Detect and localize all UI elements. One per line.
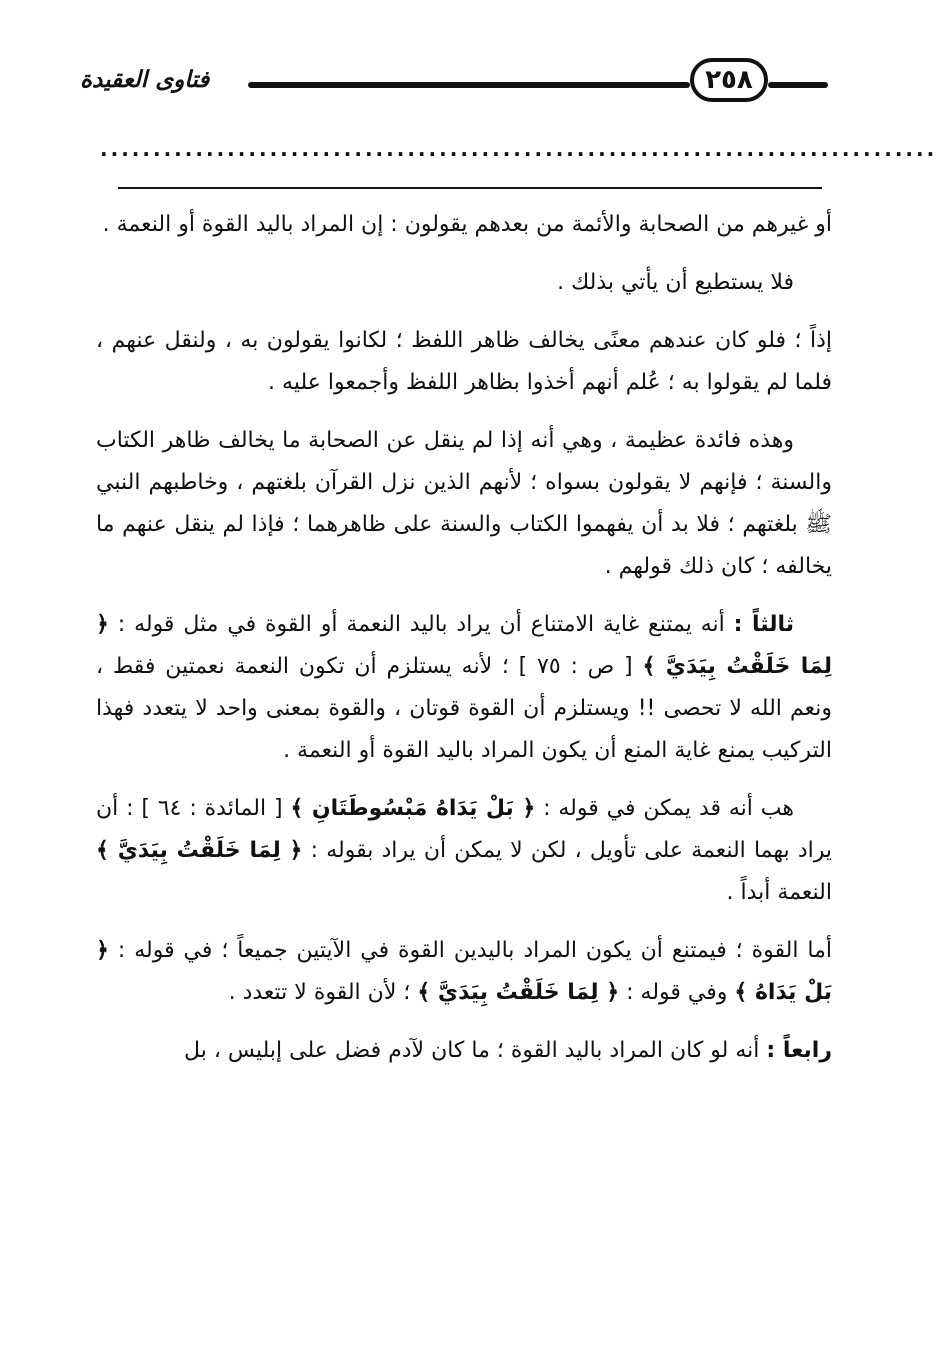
quran-verse: ﴿ بَلْ يَدَاهُ ﴾	[96, 938, 832, 1005]
paragraph-text: فلا يستطيع أن يأتي بذلك .	[557, 270, 794, 295]
horizontal-rule	[118, 187, 822, 189]
paragraph-text: وفي قوله :	[626, 980, 728, 1005]
paragraph-text: [ ص : ٧٥ ] ؛ لأنه يستلزم أن تكون النعمة نعمتين فقط ، ونعم الله لا تحصى !! ويستلزم أن القوة قوتان ، والقوة بمعنى واحد لا يتعدد فهذا التركيب يمنع غاية المنع أن يكون المراد باليد القوة أو النعمة .	[96, 654, 832, 763]
paragraph	[96, 1030, 832, 1072]
paragraph-text: النعمة أبداً .	[726, 880, 832, 905]
paragraph-text: أنه يمتنع غاية الامتناع أن يراد باليد النعمة أو القوة في مثل قوله :	[117, 612, 725, 637]
paragraph	[96, 420, 832, 588]
paragraph	[96, 320, 832, 404]
paragraph	[96, 204, 832, 246]
paragraph	[96, 930, 832, 1014]
point-label: رابعاً :	[766, 1038, 832, 1063]
paragraph-text: إذاً ؛ فلو كان عندهم معنًى يخالف ظاهر اللفظ ؛ لكانوا يقولون به ، ولنقل عنهم ، فلما لم يقولوا به ؛ عُلم أنهم أخذوا بظاهر اللفظ وأجمعوا عليه .	[96, 328, 832, 395]
quran-verse: ﴿ بَلْ يَدَاهُ مَبْسُوطَتَانِ ﴾	[290, 796, 536, 821]
running-title: فتاوى العقيدة	[80, 67, 210, 93]
quran-verse: ﴿ لِمَا خَلَقْتُ بِيَدَيَّ ﴾	[96, 612, 833, 679]
point-label: ثالثاً :	[733, 612, 795, 637]
paragraph-text: وهذه فائدة عظيمة ، وهي أنه إذا لم ينقل عن الصحابة ما يخالف ظاهر الكتاب والسنة ؛ فإنهم لا يقولون بسواه ؛ لأنهم الذين نزل القرآن بلغتهم ، وخاطبهم النبي ﷺ بلغتهم ؛ فلا بد أن يفهموا الكتاب والسنة على ظاهرهما ؛ فإذا لم ينقل عنهم ما يخالفه ؛ كان ذلك قولهم .	[96, 428, 832, 579]
paragraph	[96, 604, 832, 772]
page-body	[96, 204, 832, 1088]
paragraph-text: هب أنه قد يمكن في قوله :	[543, 796, 794, 821]
header-rule	[248, 82, 690, 88]
page-header	[80, 55, 828, 107]
quran-verse: ﴿ لِمَا خَلَقْتُ بِيَدَيَّ ﴾	[96, 838, 303, 863]
paragraph-text: أنه لو كان المراد باليد القوة ؛ ما كان لآدم فضل على إبليس ، بل	[184, 1038, 760, 1063]
paragraph-text: أو غيرهم من الصحابة والأئمة من بعدهم يقولون : إن المراد باليد القوة أو النعمة .	[102, 212, 832, 237]
dotted-separator: ...............................................................................	[100, 137, 938, 161]
paragraph-text: [ المائدة : ٦٤ ] : أن يراد بهما النعمة على تأويل ، لكن لا يمكن أن يراد بقوله :	[96, 796, 832, 863]
header-rule-end	[768, 82, 828, 88]
quran-verse: ﴿ لِمَا خَلَقْتُ بِيَدَيَّ ﴾	[417, 980, 620, 1005]
paragraph-text: ؛ لأن القوة لا تتعدد .	[228, 980, 411, 1005]
paragraph-text: أما القوة ؛ فيمتنع أن يكون المراد باليدين القوة في الآيتين جميعاً ؛ في قوله :	[117, 938, 832, 963]
paragraph	[96, 788, 832, 914]
page-number: ٢٥٨	[690, 58, 768, 102]
paragraph	[96, 262, 832, 304]
